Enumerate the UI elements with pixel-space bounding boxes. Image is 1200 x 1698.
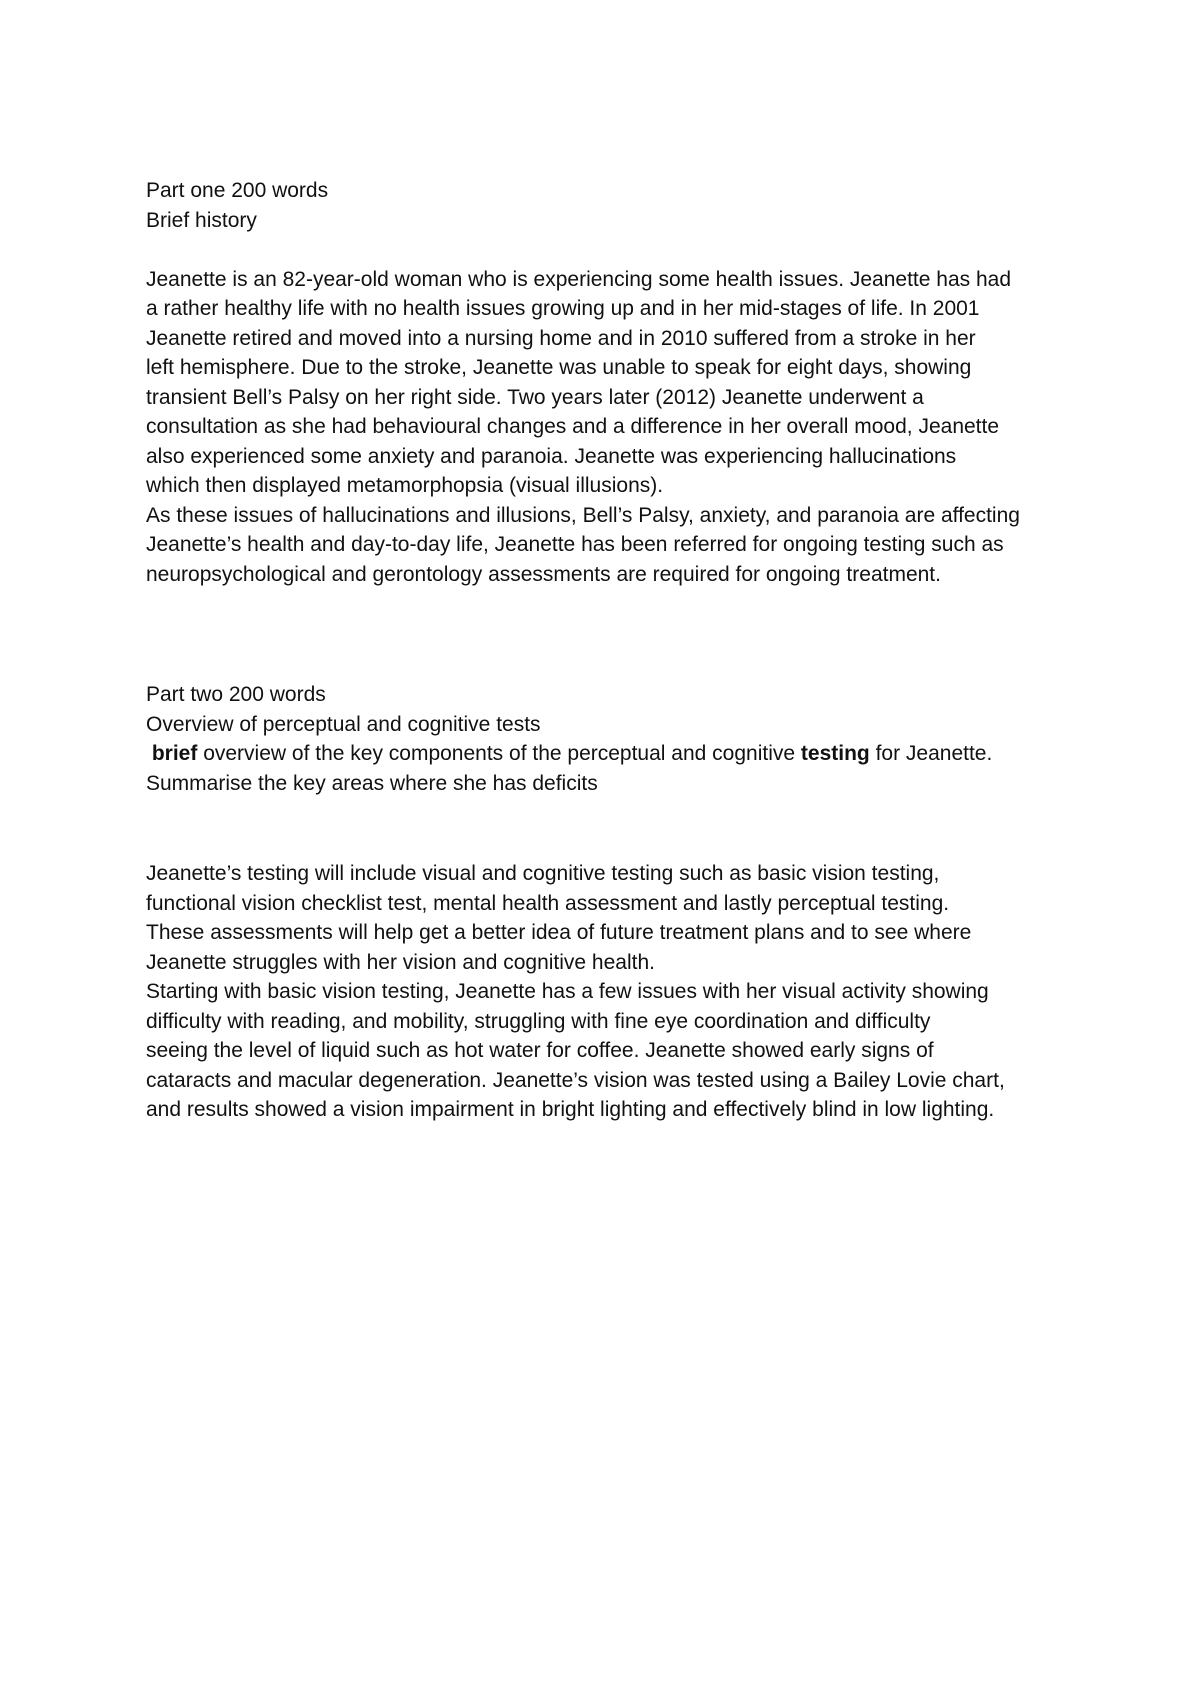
text-line: consultation as she had behavioural changes and a difference in her overall mood, Jeanette	[146, 415, 1000, 438]
part-two-instruction-line-2: Summarise the key areas where she has deficits	[146, 771, 598, 795]
text-line: also experienced some anxiety and paranoia. Jeanette was experiencing hallucinations	[146, 444, 957, 468]
part-two-paragraph-2	[146, 977, 1086, 1125]
part-two-instruction	[146, 739, 1086, 769]
text-line: and results showed a vision impairment in bright lighting and effectively blind in low lighting.	[146, 1098, 995, 1121]
text-line: cataracts and macular degeneration. Jeanette’s vision was tested using a Bailey Lovie chart,	[146, 1068, 1005, 1092]
text-line: a rather healthy life with no health issues growing up and in her mid-stages of life. In 2001	[146, 297, 980, 320]
text-line: These assessments will help get a better idea of future treatment plans and to see where	[146, 921, 972, 944]
instruction-text: overview of the key components of the perceptual and cognitive	[197, 742, 801, 765]
part-two-subheading: Overview of perceptual and cognitive tests	[146, 712, 541, 736]
text-line: difficulty with reading, and mobility, struggling with fine eye coordination and difficulty	[146, 1009, 931, 1033]
part-one-heading: Part one 200 words	[146, 179, 329, 202]
text-line: seeing the level of liquid such as hot water for coffee. Jeanette showed early signs of	[146, 1039, 934, 1062]
text-line: Jeanette’s testing will include visual and cognitive testing such as basic vision testing,	[146, 862, 940, 885]
text-line: Starting with basic vision testing, Jeanette has a few issues with her visual activity showing	[146, 980, 989, 1003]
part-two-body	[146, 859, 1086, 1125]
text-line: left hemisphere. Due to the stroke, Jeanette was unable to speak for eight days, showing	[146, 356, 972, 379]
spacer	[146, 235, 1086, 265]
text-line: Jeanette is an 82-year-old woman who is experiencing some health issues. Jeanette has had	[146, 267, 1012, 291]
part-two-heading: Part two 200 words	[146, 683, 326, 706]
part-one-paragraph-2	[146, 501, 1086, 590]
text-line: transient Bell’s Palsy on her right side. Two years later (2012) Jeanette underwent a	[146, 385, 924, 409]
part-two-paragraph-1	[146, 859, 1086, 977]
text-line: Jeanette struggles with her vision and cognitive health.	[146, 950, 655, 974]
text-line: Jeanette’s health and day-to-day life, Jeanette has been referred for ongoing testing such as	[146, 533, 1004, 556]
text-line: functional vision checklist test, mental health assessment and lastly perceptual testing.	[146, 891, 950, 915]
instruction-text-end: for Jeanette.	[869, 742, 993, 765]
instruction-bold-brief: brief	[151, 742, 198, 765]
text-line: As these issues of hallucinations and illusions, Bell’s Palsy, anxiety, and paranoia are affecting	[146, 503, 1020, 527]
text-line: which then displayed metamorphopsia (visual illusions).	[146, 474, 664, 497]
part-one-section	[146, 176, 1086, 589]
part-one-subheading: Brief history	[146, 208, 257, 232]
text-line: Jeanette retired and moved into a nursing home and in 2010 suffered from a stroke in her	[146, 326, 976, 350]
part-two-section	[146, 680, 1086, 798]
part-one-paragraph-1	[146, 265, 1086, 501]
text-line: neuropsychological and gerontology assessments are required for ongoing treatment.	[146, 562, 941, 586]
instruction-bold-testing: testing	[800, 742, 870, 765]
